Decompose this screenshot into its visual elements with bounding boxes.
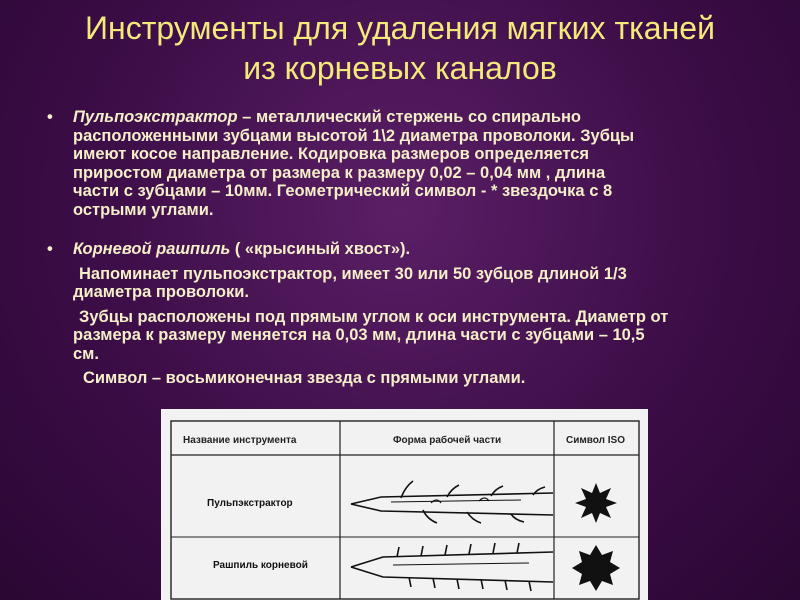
- term-root-rasp: Корневой рашпиль: [73, 240, 231, 258]
- title-line-2: из корневых каналов: [243, 50, 557, 86]
- bullet-1-line-3: имеют косое направление. Кодировка размеров определяется: [73, 145, 590, 163]
- title-line-1: Инструменты для удаления мягких тканей: [85, 10, 715, 46]
- rasp-paragraph-1: Напоминает пульпоэкстрактор, имеет 30 или 50 зубцов длиной 1/3 диаметра проволоки.: [73, 264, 627, 301]
- header-iso-symbol: Символ ISO: [566, 435, 625, 446]
- instrument-table-figure: [161, 409, 648, 600]
- rasp-paragraph-3: Символ – восьмиконечная звезда с прямыми углами.: [83, 369, 526, 387]
- term-pulp-extractor: Пульпоэкстрактор: [73, 108, 238, 126]
- instrument-table: [161, 409, 648, 600]
- bullet-1-line-1: Пульпоэкстрактор – металлический стержень со спирально: [73, 108, 582, 126]
- eight-point-right-angle-star-icon: [572, 545, 620, 591]
- slide-body: [45, 108, 745, 388]
- pulp-extractor-drawing: [351, 481, 553, 523]
- bullet-root-rasp: [45, 240, 745, 259]
- bullet-1-line-5: части с зубцами – 10мм. Геометрический символ - * звездочка с 8: [73, 182, 613, 200]
- eight-point-sharp-star-icon: [575, 483, 617, 523]
- bullet-1-line-2: расположенными зубцами высотой 1\2 диаметра проволоки. Зубцы: [73, 126, 635, 145]
- row-label-root-rasp: Рашпиль корневой: [213, 560, 308, 571]
- bullet-dot: •: [47, 108, 53, 126]
- table-border: [171, 421, 639, 599]
- slide-title: [0, 8, 800, 88]
- row-label-pulp-extractor: Пульпэкстрактор: [207, 498, 293, 509]
- bullet-1-line-6: острыми углами.: [73, 200, 214, 219]
- bullet-2-line-1: Корневой рашпиль ( «крысиный хвост»).: [73, 240, 411, 258]
- root-rasp-drawing: [351, 543, 553, 591]
- rasp-paragraph-2: Зубцы расположены под прямым углом к оси инструмента. Диаметр от размера к размеру меняется на 0,03 мм, длина части с зубцами – 10,5 см.: [73, 307, 669, 363]
- header-working-part-shape: Форма рабочей части: [393, 435, 502, 446]
- header-instrument-name: Название инструмента: [183, 435, 297, 446]
- bullet-pulp-extractor: [45, 108, 745, 219]
- bullet-1-line-4: приростом диаметра от размера к размеру 0,02 – 0,04 мм , длина: [73, 163, 606, 182]
- bullet-dot: •: [47, 240, 53, 258]
